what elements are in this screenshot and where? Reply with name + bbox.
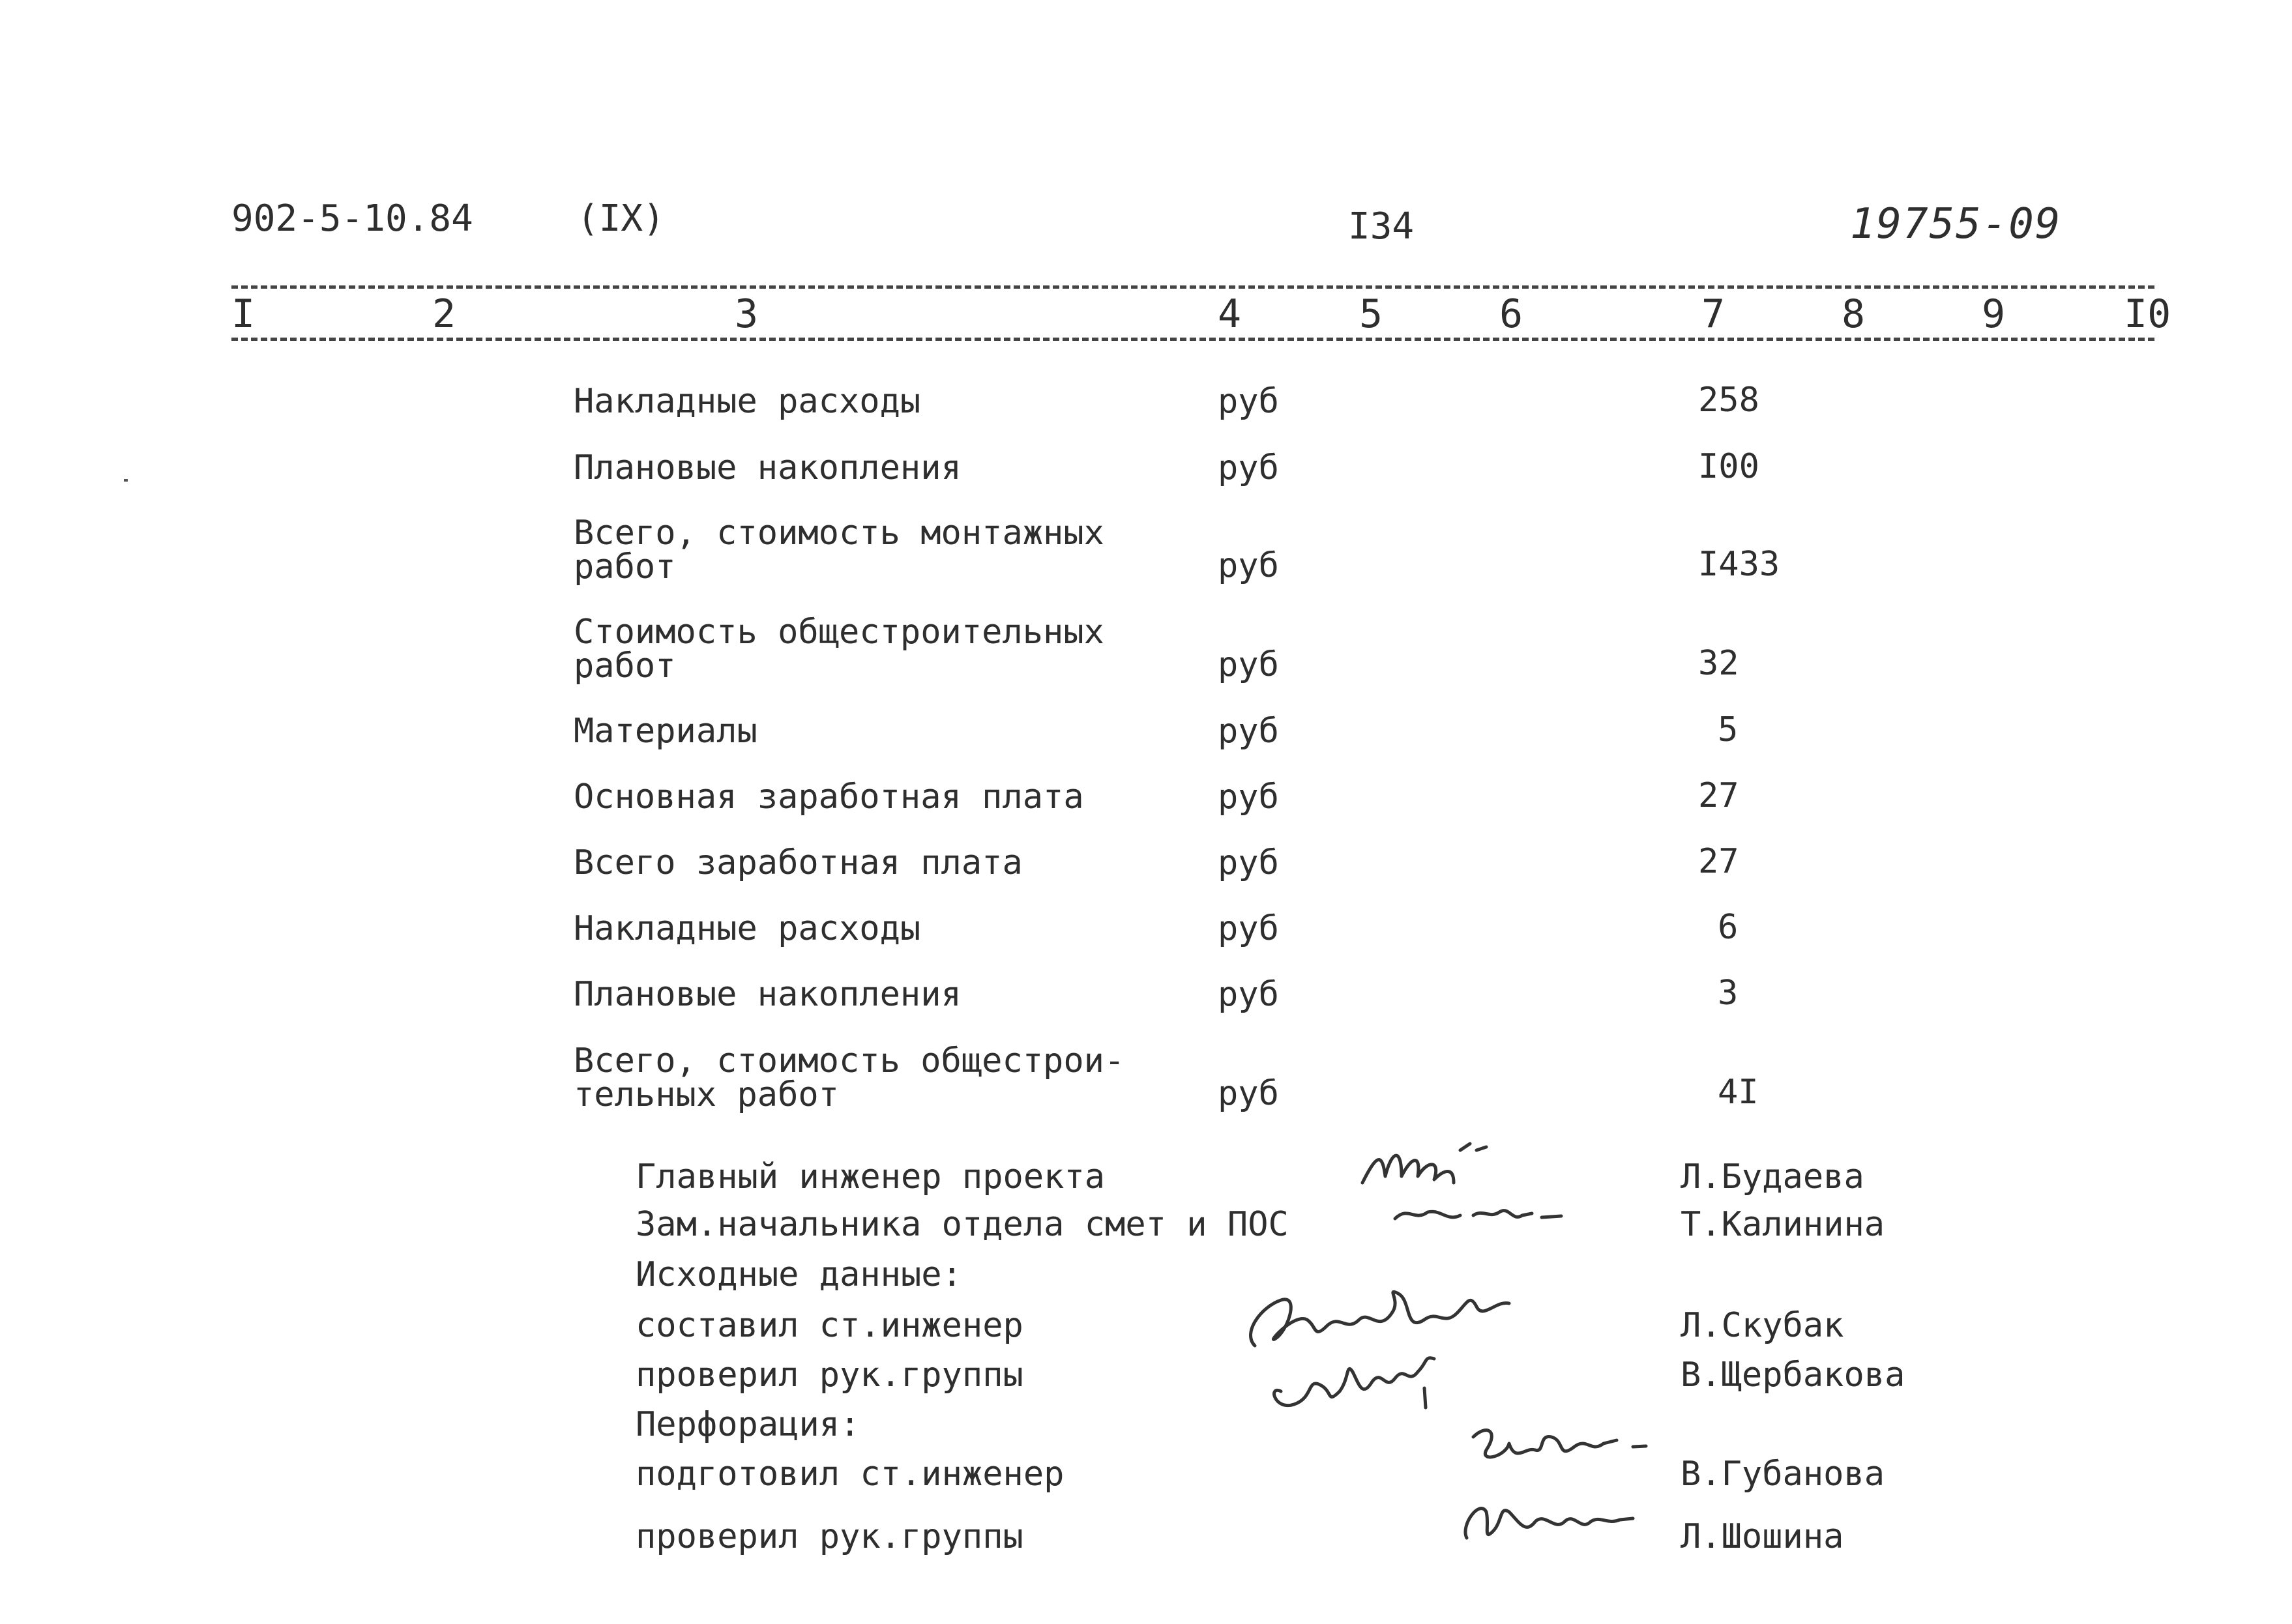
signatory-role: Зам.начальника отдела смет и ПОС: [636, 1205, 1289, 1244]
signatory-name: Л.Будаева: [1681, 1157, 1864, 1196]
document-code: 902-5-10.84: [231, 197, 473, 240]
signatory-role: Главный инженер проекта: [636, 1157, 1106, 1196]
row-description: Стоимость общестроительных работ: [574, 613, 1104, 686]
row-unit: руб: [1218, 546, 1279, 585]
row-value: 5: [1718, 710, 1739, 749]
row-value: 27: [1698, 842, 1739, 881]
row-unit: руб: [1218, 975, 1279, 1014]
row-unit: руб: [1218, 909, 1279, 948]
row-unit: руб: [1218, 448, 1279, 487]
section-label: Перфорация:: [636, 1405, 860, 1444]
row-description: Всего, стоимость монтажных работ: [574, 514, 1104, 587]
row-value: 6: [1718, 908, 1739, 947]
signature-shcherbakova: [1261, 1346, 1477, 1417]
row-unit: руб: [1218, 712, 1279, 751]
row-description: Всего заработная плата: [574, 843, 1023, 882]
row-description: Плановые накопления: [574, 975, 962, 1014]
row-description: Материалы: [574, 712, 757, 751]
row-unit: руб: [1218, 843, 1279, 882]
signatory-name: Т.Калинина: [1681, 1205, 1885, 1244]
column-number: 7: [1701, 291, 1726, 337]
signature-gubanova: [1460, 1417, 1669, 1483]
row-unit: руб: [1218, 1074, 1279, 1113]
signatory-role: подготовил ст.инженер: [636, 1455, 1065, 1494]
inventory-number: 19755-09: [1850, 200, 2062, 248]
signatory-role: проверил рук.группы: [636, 1356, 1023, 1395]
signatory-role: составил ст.инженер: [636, 1306, 1023, 1345]
column-number: 3: [735, 291, 759, 337]
row-value: I433: [1698, 545, 1780, 584]
row-value: 3: [1718, 974, 1739, 1013]
row-unit: руб: [1218, 645, 1279, 684]
column-number: I0: [2124, 291, 2171, 337]
signatory-name: В.Губанова: [1681, 1455, 1885, 1494]
signatory-role: проверил рук.группы: [636, 1517, 1023, 1556]
signature-budaeva: [1356, 1131, 1512, 1202]
row-value: I00: [1698, 447, 1759, 486]
section-label: Исходные данные:: [636, 1255, 962, 1294]
row-unit: руб: [1218, 382, 1279, 421]
column-number: 8: [1842, 291, 1866, 337]
column-number: 5: [1359, 291, 1383, 337]
row-description: Основная заработная плата: [574, 777, 1084, 817]
row-value: 258: [1698, 381, 1759, 420]
row-description: Накладные расходы: [574, 382, 921, 421]
column-number: 4: [1218, 291, 1242, 337]
signatory-name: В.Щербакова: [1681, 1356, 1905, 1395]
row-value: 4I: [1718, 1073, 1759, 1112]
row-unit: руб: [1218, 777, 1279, 817]
part-number: (IX): [577, 197, 665, 240]
scan-speck: [124, 479, 128, 482]
row-description: Плановые накопления: [574, 448, 962, 487]
row-value: 27: [1698, 776, 1739, 815]
signature-kalinina: [1388, 1193, 1571, 1232]
page-number: I34: [1348, 205, 1415, 248]
column-number: 6: [1499, 291, 1523, 337]
header-rule-bottom: [231, 338, 2154, 341]
row-description: Всего, стоимость общестрои- тельных работ: [574, 1041, 1125, 1114]
row-description: Накладные расходы: [574, 909, 921, 948]
row-value: 32: [1698, 644, 1739, 683]
column-number: 2: [432, 291, 456, 337]
column-number: I: [231, 291, 256, 337]
signature-shoshina: [1447, 1486, 1643, 1551]
column-number: 9: [1982, 291, 2006, 337]
signatory-name: Л.Скубак: [1681, 1306, 1844, 1345]
header-rule-top: [231, 285, 2154, 289]
signatory-name: Л.Шошина: [1681, 1517, 1844, 1556]
